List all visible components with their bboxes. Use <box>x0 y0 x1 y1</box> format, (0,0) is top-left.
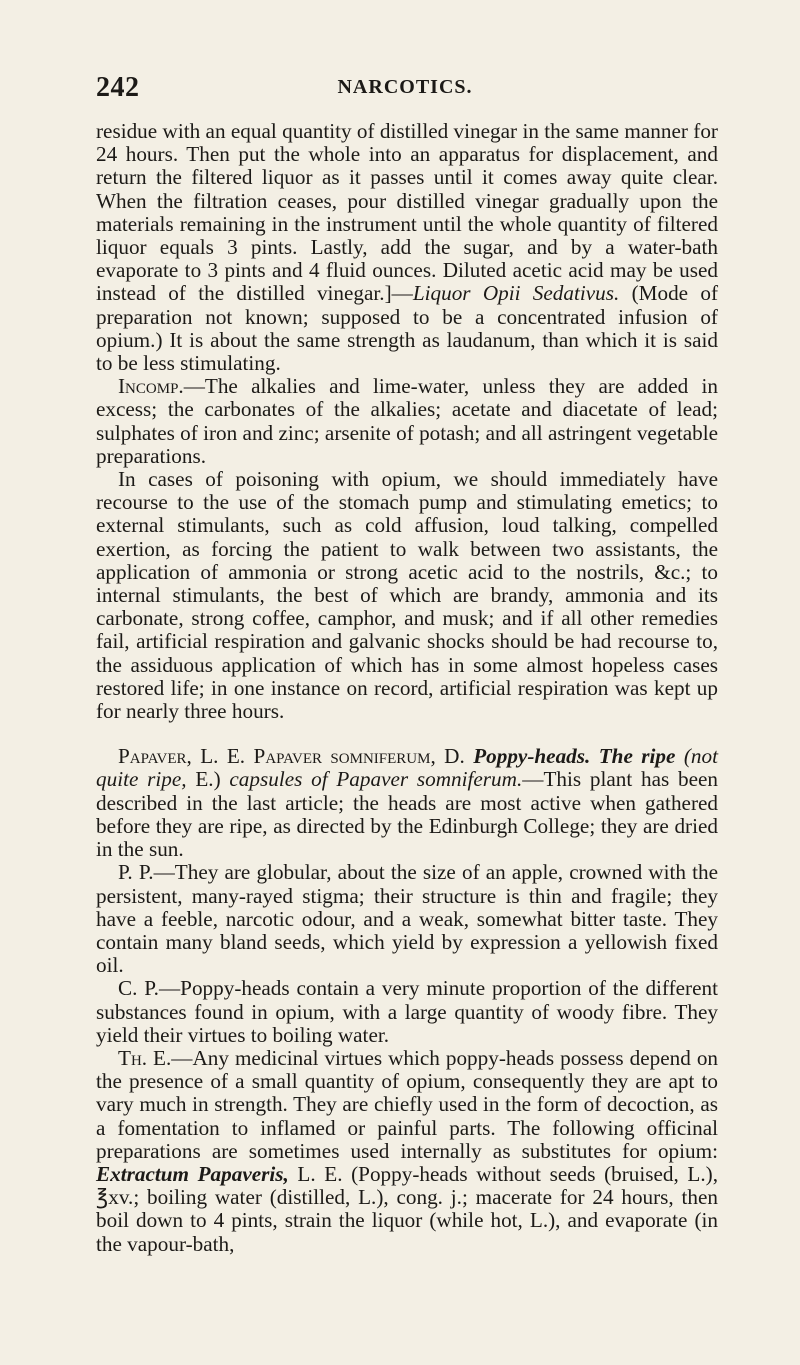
term-extractum-papaveris: Extractum Papaveris, <box>96 1161 289 1186</box>
term-poppy-heads: Poppy-heads. The ripe <box>464 744 676 769</box>
text-run: —This plant has been described in the last article; the heads are most active when gathered before they are ripe, as directed by the Edinburgh College; they are dried in the sun. <box>96 767 718 862</box>
text-run: L. E. (Poppy-heads without seeds (bruised, L.), ℥xv.; boiling water (distilled, L.), cong. j.; macerate for 24 hours, then boil down to 4 pints, strain the liquor (while hot, L.), and evaporate (in the vapour-bath, <box>96 1161 718 1256</box>
heading-therapeutics: Th. E. <box>118 1045 172 1070</box>
heading-incomp: Incomp. <box>118 374 184 399</box>
text-run: residue with an equal quantity of distilled vinegar in the same manner for 24 hours. Then put the whole into an apparatus for displacement, and return the filtered liquor as it passes until it comes away quite clear. When the filtration ceases, pour distilled vinegar gradually upon the materials remaining in the instrument until the whole quantity of filtered liquor equals 3 pints. Lastly, add the sugar, and by a water-bath evaporate to 3 pints and 4 fluid ounces. Diluted acetic acid may be used instead of the distilled vinegar.]— <box>96 119 718 306</box>
text-run: E.) <box>186 767 221 792</box>
text-run: (Mode of preparation not known; supposed to be a concentrated infusion of opium.) It is about the same strength as laudanum, than which it is said to be less stimulating. <box>96 281 718 376</box>
text-run: —Any medicinal virtues which poppy-heads possess depend on the presence of a small quantity of opium, consequently they are apt to vary much in strength. They are chiefly used in the form of decoction, as a fomentation to inflamed or painful parts. The following officinal preparations are sometimes used internally as substitutes for opium: <box>96 1045 719 1163</box>
paragraph-papaver <box>96 745 718 861</box>
paragraph-poisoning <box>96 468 718 723</box>
text-run: (not quite ripe, <box>96 744 718 792</box>
page-header <box>96 72 714 104</box>
page-body <box>96 120 718 1256</box>
running-head: NARCOTICS. <box>337 76 473 98</box>
heading-papaver: Papaver, L. E. Papaver somniferum, D. <box>118 744 465 769</box>
paragraph-vinegar-method <box>96 120 718 375</box>
paragraph-therapeutics <box>96 1047 718 1256</box>
term-capsules: capsules of Papaver somniferum. <box>220 767 523 792</box>
paragraph-chemical-properties <box>96 977 718 1047</box>
text-run: —The alkalies and lime-water, unless they are added in excess; the carbonates of the alkalies; acetate and diacetate of lead; sulphates of iron and zinc; arsenite of potash; and all astringent vegetable preparations. <box>96 374 718 468</box>
text-run: P. P.—They are globular, about the size of an apple, crowned with the persistent, many-rayed stigma; their structure is thin and fragile; they have a feeble, narcotic odour, and a weak, somewhat bitter taste. They contain many bland seeds, which yield by expression a yellowish fixed oil. <box>96 860 718 978</box>
text-run: C. P.—Poppy-heads contain a very minute proportion of the different substances found in opium, with a large quantity of woody fibre. They yield their virtues to boiling water. <box>96 976 718 1047</box>
paragraph-physical-properties <box>96 861 718 977</box>
term-liquor-opii-sedativus: Liquor Opii Sedativus. <box>412 281 620 306</box>
text-run: In cases of poisoning with opium, we should immediately have recourse to the use of the stomach pump and stimulating emetics; to external stimulants, such as cold affusion, loud talking, compelled exertion, as forcing the patient to walk between two assistants, the application of ammonia or strong acetic acid to the nostrils, &c.; to internal stimulants, the best of which are brandy, ammonia and its carbonate, strong coffee, camphor, and musk; and if all other remedies fail, artificial respiration and galvanic shocks should be had recourse to, the assiduous application of which has in some almost hopeless cases restored life; in one instance on record, artificial respiration was kept up for nearly three hours. <box>96 467 718 724</box>
page-number: 242 <box>96 72 140 103</box>
paragraph-incompatibles <box>96 375 718 468</box>
